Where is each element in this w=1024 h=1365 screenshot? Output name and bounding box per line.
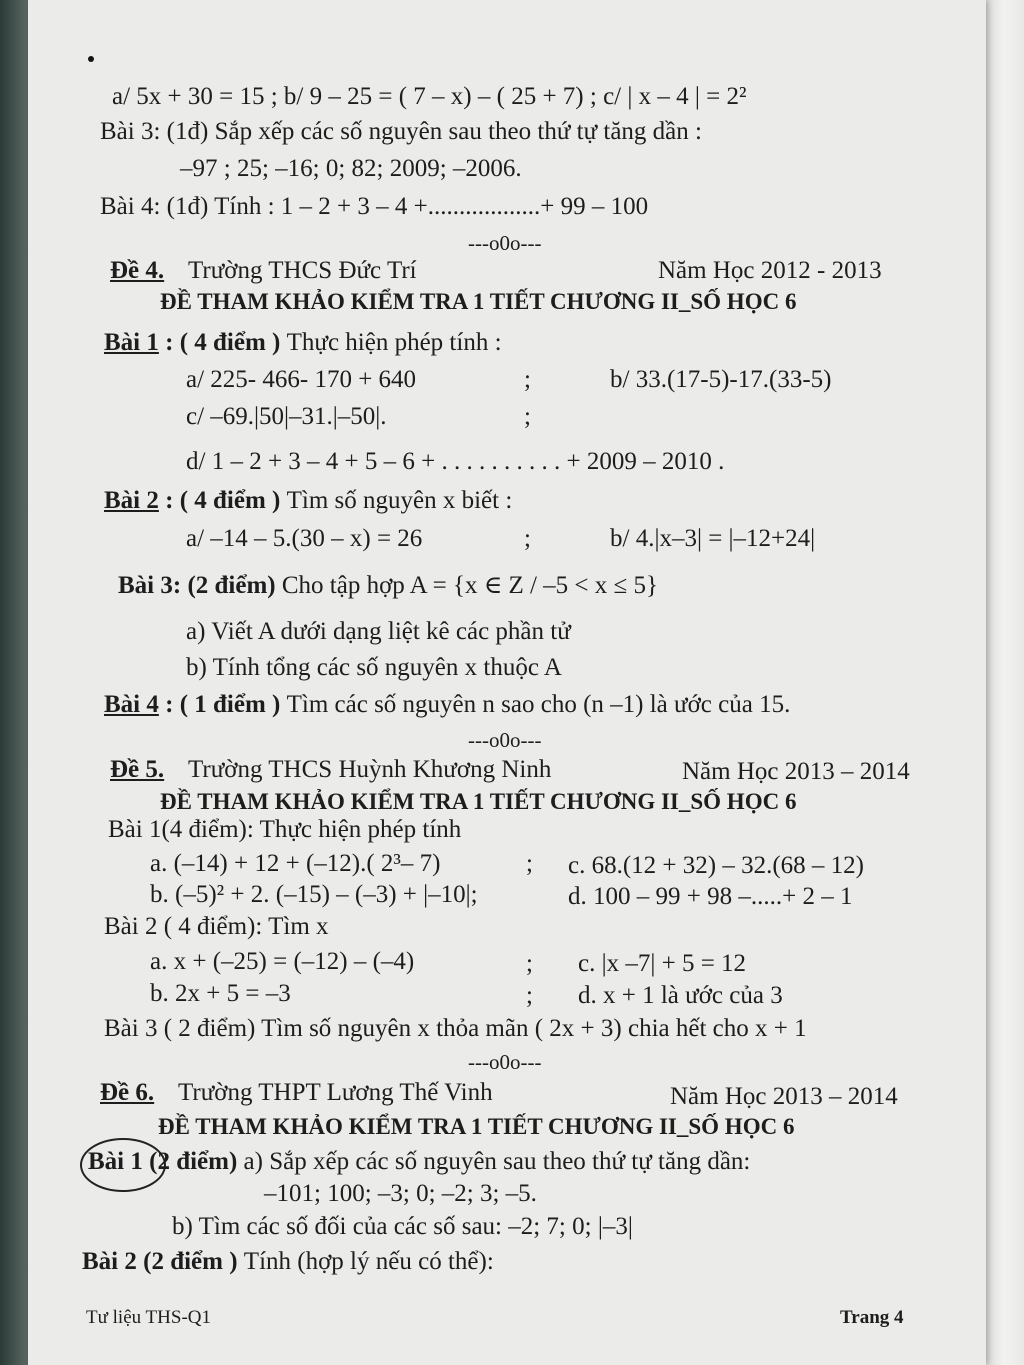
problem-b: b/ 33.(17-5)-17.(33-5) <box>610 366 832 393</box>
separator: ; <box>526 850 533 877</box>
section-separator: ---o0o--- <box>468 728 542 752</box>
problem-a: a/ 225- 466- 170 + 640 <box>186 366 417 393</box>
separator: ; <box>524 525 531 552</box>
next-page-edge <box>984 0 1024 1365</box>
page-number: Trang 4 <box>840 1307 904 1328</box>
exam-number: Đề 5. <box>110 756 165 783</box>
exam-title: ĐỀ THAM KHẢO KIỂM TRA 1 TIẾT CHƯƠNG II_SỐ HỌC 6 <box>158 1114 795 1139</box>
problem-d: d. x + 1 là ước của 3 <box>578 982 783 1009</box>
school-year: Năm Học 2013 – 2014 <box>682 758 910 785</box>
exercise-heading: Bài 3: (2 điểm) Cho tập hợp A = {x ∈ Z / –5 < x ≤ 5} <box>118 572 658 599</box>
problem-line: a/ 5x + 30 = 15 ; b/ 9 – 25 = ( 7 – x) – ( 25 + 7) ; c/ | x – 4 | = 2² <box>112 83 747 110</box>
separator: ; <box>524 366 531 393</box>
ink-dot <box>88 56 94 62</box>
sub-question: b) Tìm các số đối của các số sau: –2; 7; 0; |–3| <box>172 1213 633 1240</box>
sub-question: b) Tính tổng các số nguyên x thuộc A <box>186 654 562 681</box>
section-separator: ---o0o--- <box>468 1050 542 1074</box>
school-year: Năm Học 2013 – 2014 <box>670 1083 898 1110</box>
problem-c: c. |x –7| + 5 = 12 <box>578 950 747 977</box>
school-year: Năm Học 2012 - 2013 <box>658 257 882 284</box>
problem-a: a. x + (–25) = (–12) – (–4) <box>150 948 415 975</box>
school-name: Trường THCS Huỳnh Khương Ninh <box>188 756 552 783</box>
sub-question: a) Viết A dưới dạng liệt kê các phần tử <box>186 618 571 645</box>
problem-b: b. 2x + 5 = –3 <box>150 980 291 1007</box>
problem-d: d/ 1 – 2 + 3 – 4 + 5 – 6 + . . . . . . . . . . + 2009 – 2010 . <box>186 448 725 475</box>
number-list: –97 ; 25; –16; 0; 82; 2009; –2006. <box>180 155 522 182</box>
exercise-heading: Bài 1(4 điểm): Thực hiện phép tính <box>108 816 462 843</box>
exercise-heading: Bài 3: (1đ) Sắp xếp các số nguyên sau theo thứ tự tăng dần : <box>100 118 702 145</box>
separator: ; <box>526 950 533 977</box>
problem-a: a. (–14) + 12 + (–12).( 2³– 7) <box>150 850 441 877</box>
exercise-heading: Bài 2 (2 điểm ) Tính (hợp lý nếu có thể): <box>82 1248 494 1275</box>
footer-source: Tư liệu THS-Q1 <box>86 1307 211 1328</box>
problem-b: b/ 4.|x–3| = |–12+24| <box>610 525 816 552</box>
separator: ; <box>526 982 533 1009</box>
exercise-heading: Bài 2 : ( 4 điểm ) Tìm số nguyên x biết : <box>104 487 513 514</box>
exercise-heading: Bài 3 ( 2 điểm) Tìm số nguyên x thỏa mãn ( 2x + 3) chia hết cho x + 1 <box>104 1015 807 1042</box>
exercise-heading: Bài 2 ( 4 điểm): Tìm x <box>104 913 329 940</box>
exercise-heading: Bài 4: (1đ) Tính : 1 – 2 + 3 – 4 +..................+ 99 – 100 <box>100 193 649 220</box>
exercise-heading: Bài 4 : ( 1 điểm ) Tìm các số nguyên n sao cho (n –1) là ước của 15. <box>104 691 791 718</box>
problem-c: c. 68.(12 + 32) – 32.(68 – 12) <box>568 852 864 879</box>
separator: ; <box>524 403 531 430</box>
exam-title: ĐỀ THAM KHẢO KIỂM TRA 1 TIẾT CHƯƠNG II_SỐ HỌC 6 <box>160 789 797 814</box>
exercise-heading: Bài 1 : ( 4 điểm ) Thực hiện phép tính : <box>104 329 502 356</box>
problem-c: c/ –69.|50|–31.|–50|. <box>186 403 387 430</box>
problem-d: d. 100 – 99 + 98 –.....+ 2 – 1 <box>568 883 853 910</box>
exercise-heading: Bài 1 (2 điểm) a) Sắp xếp các số nguyên sau theo thứ tự tăng dần: <box>88 1148 751 1175</box>
problem-a: a/ –14 – 5.(30 – x) = 26 <box>186 525 423 552</box>
exam-title: ĐỀ THAM KHẢO KIỂM TRA 1 TIẾT CHƯƠNG II_SỐ HỌC 6 <box>160 289 797 314</box>
school-name: Trường THCS Đức Trí <box>188 257 417 284</box>
exam-number: Đề 6. <box>100 1079 155 1106</box>
school-name: Trường THPT Lương Thế Vinh <box>178 1079 493 1106</box>
section-separator: ---o0o--- <box>468 231 542 255</box>
exam-number: Đề 4. <box>110 257 165 284</box>
number-list: –101; 100; –3; 0; –2; 3; –5. <box>264 1180 537 1207</box>
problem-b: b. (–5)² + 2. (–15) – (–3) + |–10|; <box>150 881 478 908</box>
